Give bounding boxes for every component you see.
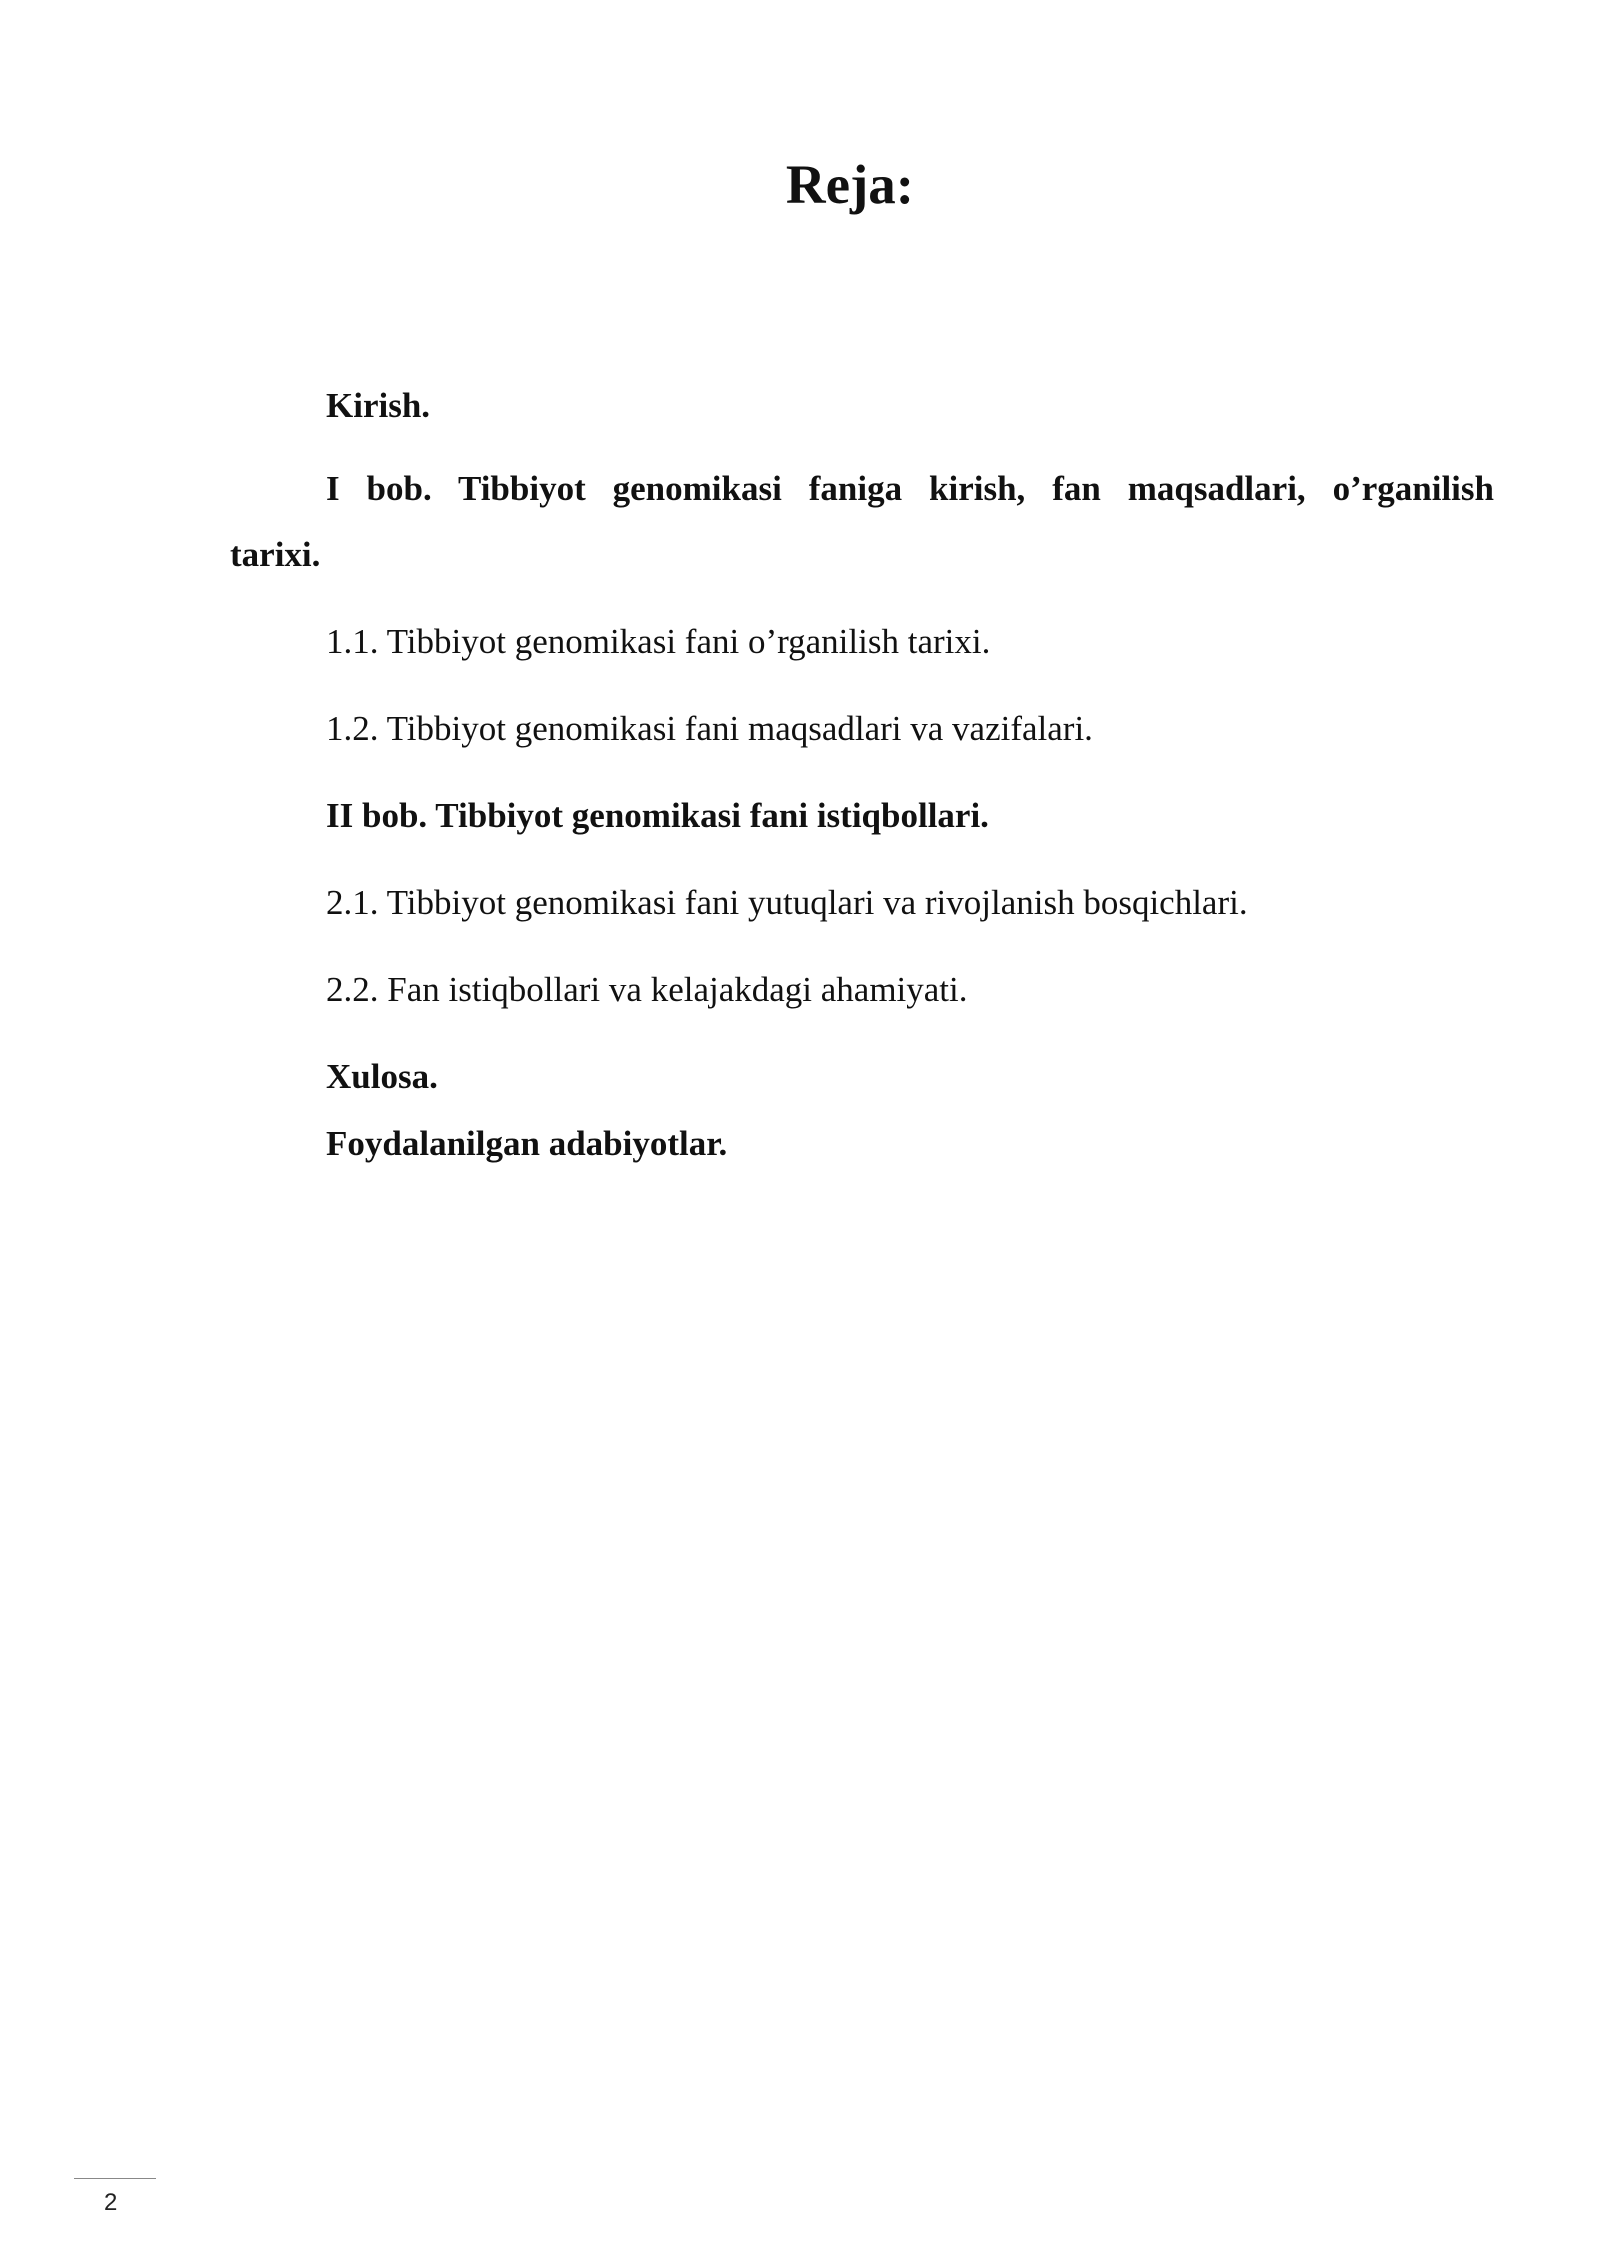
toc-intro: Kirish.: [326, 386, 431, 425]
footer-rule: [74, 2178, 156, 2179]
toc-section-2-1: 2.1. Tibbiyot genomikasi fani yutuqlari va rivojlanish bosqichlari.: [326, 883, 1248, 922]
toc-chapter-1-line-1: I bob. Tibbiyot genomikasi faniga kirish, fan maqsadlari, o’rganilish: [326, 469, 1494, 508]
toc-chapter-1-line-2: tarixi.: [230, 535, 321, 574]
toc-conclusion: Xulosa.: [326, 1057, 438, 1096]
page-number: 2: [104, 2189, 118, 2216]
toc-references: Foydalanilgan adabiyotlar.: [326, 1124, 728, 1163]
toc-chapter-2: II bob. Tibbiyot genomikasi fani istiqbollari.: [326, 796, 989, 835]
page-title: Reja:: [785, 154, 915, 215]
toc-section-1-2: 1.2. Tibbiyot genomikasi fani maqsadlari va vazifalari.: [326, 709, 1093, 748]
toc-section-2-2: 2.2. Fan istiqbollari va kelajakdagi ahamiyati.: [326, 970, 968, 1009]
toc-section-1-1: 1.1. Tibbiyot genomikasi fani o’rganilish tarixi.: [326, 622, 991, 661]
